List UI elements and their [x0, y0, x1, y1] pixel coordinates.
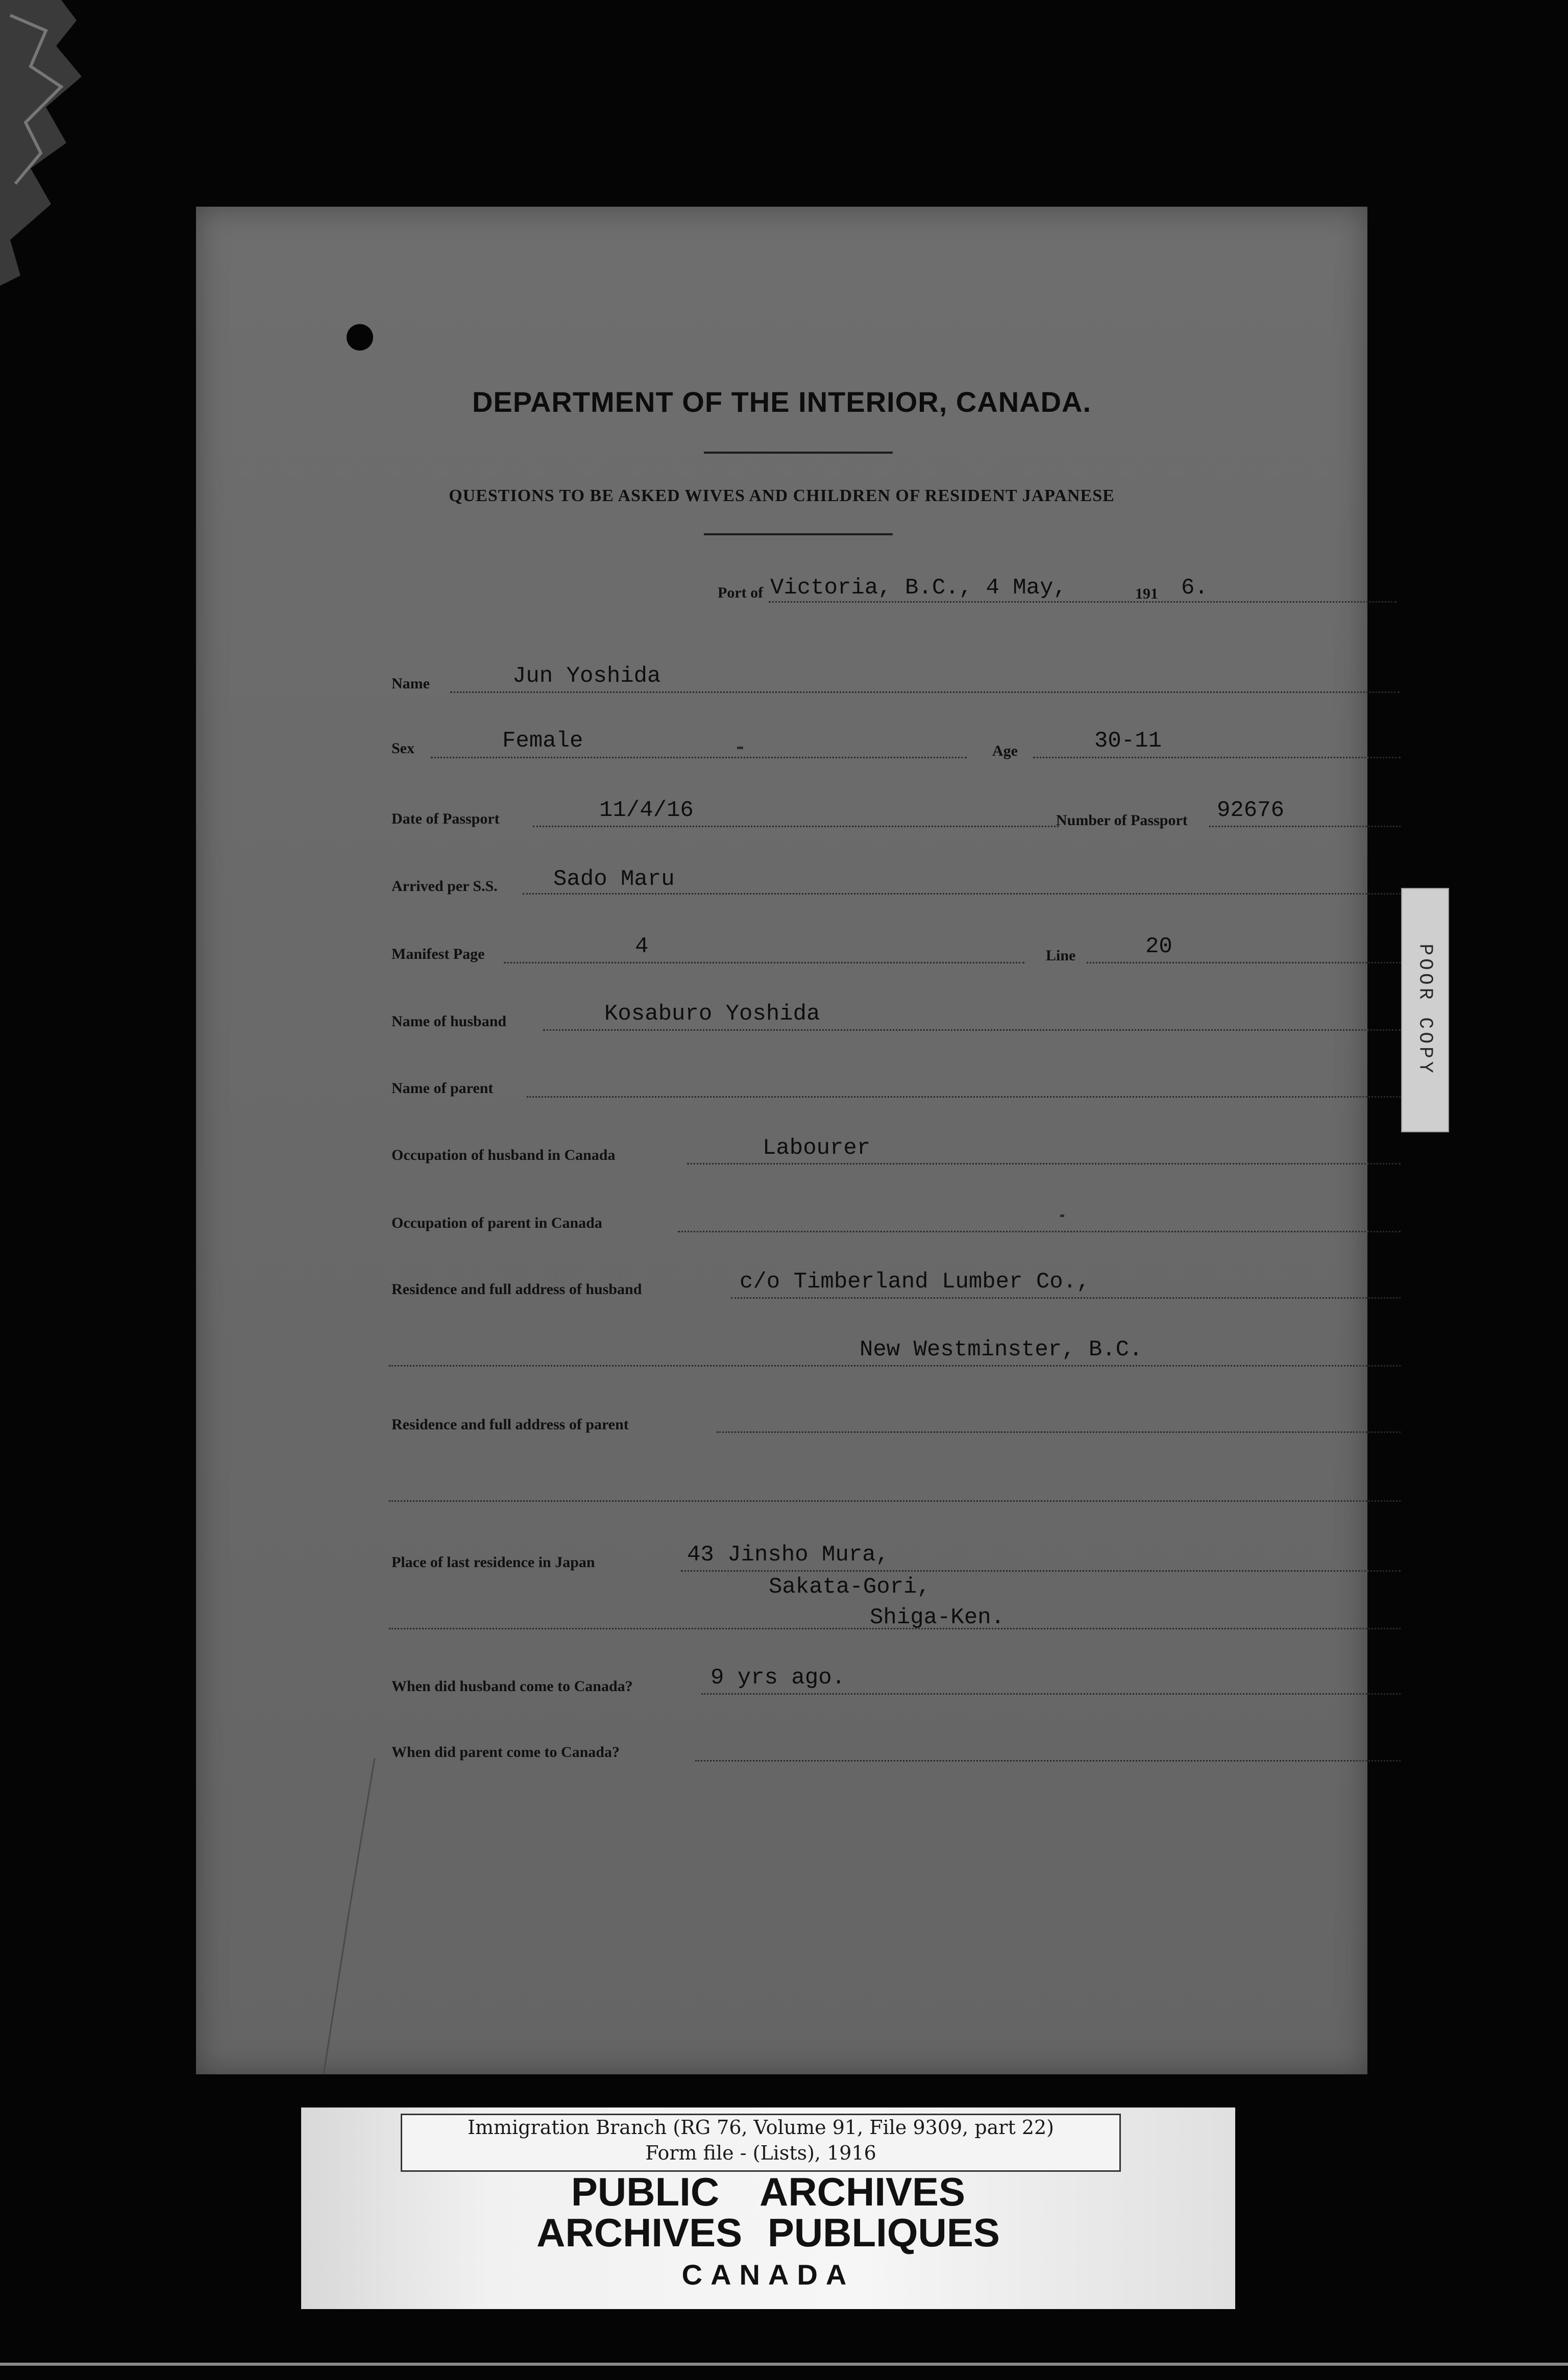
archive-stamp	[301, 2108, 1235, 2309]
arrived-per-label: Arrived per S.S.	[391, 878, 498, 895]
last-residence-japan-value-1: 43 Jinsho Mura,	[687, 1542, 890, 1568]
number-of-passport-label: Number of Passport	[1056, 812, 1188, 829]
name-of-husband-value: Kosaburo Yoshida	[604, 1001, 820, 1027]
port-label: Port of	[718, 584, 764, 601]
date-of-passport-line	[533, 826, 1059, 827]
occupation-parent-line	[678, 1231, 1401, 1232]
name-of-husband-label: Name of husband	[391, 1013, 507, 1030]
occupation-parent-label: Occupation of parent in Canada	[391, 1214, 602, 1231]
husband-came-value: 9 yrs ago.	[710, 1665, 846, 1691]
year-digit: 6.	[1181, 575, 1208, 601]
port-line	[769, 601, 1396, 603]
punch-hole	[347, 324, 373, 351]
residence-husband-value-1: c/o Timberland Lumber Co.,	[740, 1269, 1090, 1295]
last-residence-japan-label: Place of last residence in Japan	[391, 1554, 595, 1571]
arrived-per-value: Sado Maru	[553, 866, 675, 892]
husband-came-label: When did husband come to Canada?	[391, 1678, 633, 1695]
number-of-passport-line	[1209, 826, 1401, 827]
film-edge	[0, 2363, 1568, 2366]
residence-husband-line-2	[389, 1365, 1401, 1367]
occupation-husband-label: Occupation of husband in Canada	[391, 1147, 616, 1163]
residence-husband-value-2: New Westminster, B.C.	[860, 1337, 1143, 1362]
arrived-per-line	[523, 893, 1401, 895]
sex-value: Female	[502, 728, 583, 754]
date-of-passport-value: 11/4/16	[599, 798, 694, 823]
name-of-parent-label: Name of parent	[391, 1080, 494, 1097]
stray-mark	[1060, 1214, 1064, 1217]
name-label: Name	[391, 675, 430, 692]
last-residence-japan-value-3: Shiga-Ken.	[870, 1605, 1005, 1630]
archive-reference-line-1: Immigration Branch (RG 76, Volume 91, File 9309, part 22)	[467, 2116, 1055, 2139]
poor-copy-stamp	[1401, 888, 1449, 1132]
residence-parent-line-2	[389, 1500, 1401, 1502]
stray-mark	[737, 747, 743, 749]
last-residence-japan-value-2: Sakata-Gori,	[769, 1574, 930, 1600]
manifest-page-line	[504, 962, 1024, 963]
line-label: Line	[1046, 947, 1076, 964]
parent-came-label: When did parent come to Canada?	[391, 1744, 620, 1761]
subtitle-rule	[704, 533, 893, 535]
title-rule	[704, 452, 893, 454]
archives-publiques-label: ARCHIVES PUBLIQUES	[536, 2210, 1000, 2255]
residence-parent-line-1	[717, 1431, 1401, 1433]
occupation-husband-value: Labourer	[763, 1135, 871, 1161]
name-line	[450, 691, 1400, 693]
line-value: 20	[1145, 934, 1172, 959]
poor-copy-text: POOR COPY	[1414, 944, 1436, 1076]
age-line	[1033, 757, 1401, 758]
public-archives-label: PUBLIC ARCHIVES	[571, 2169, 966, 2214]
archive-reference-box	[401, 2114, 1121, 2172]
form-subtitle: QUESTIONS TO BE ASKED WIVES AND CHILDREN OF RESIDENT JAPANESE	[449, 486, 1115, 505]
occupation-husband-line	[687, 1163, 1401, 1164]
form-paper	[196, 207, 1367, 2074]
husband-came-line	[701, 1693, 1401, 1695]
torn-corner-debris	[0, 0, 92, 286]
name-value: Jun Yoshida	[512, 663, 661, 689]
residence-husband-label: Residence and full address of husband	[391, 1281, 642, 1298]
sex-label: Sex	[391, 740, 414, 757]
sex-line	[431, 757, 967, 758]
age-label: Age	[992, 742, 1018, 759]
age-value: 30-11	[1094, 728, 1162, 754]
line-line	[1087, 962, 1401, 963]
name-of-husband-line	[543, 1029, 1401, 1031]
date-of-passport-label: Date of Passport	[391, 810, 500, 827]
canada-label: CANADA	[681, 2259, 855, 2291]
archive-reference-line-2: Form file - (Lists), 1916	[645, 2142, 876, 2164]
manifest-page-label: Manifest Page	[391, 946, 485, 962]
name-of-parent-line	[527, 1096, 1401, 1098]
residence-parent-label: Residence and full address of parent	[391, 1416, 629, 1433]
last-residence-japan-line	[681, 1570, 1401, 1572]
residence-husband-line-1	[731, 1297, 1401, 1299]
port-value: Victoria, B.C., 4 May,	[770, 575, 1067, 601]
parent-came-line	[695, 1760, 1401, 1762]
manifest-page-value: 4	[635, 934, 649, 959]
form-title: DEPARTMENT OF THE INTERIOR, CANADA.	[472, 386, 1092, 418]
year-prefix: 191	[1135, 585, 1158, 602]
number-of-passport-value: 92676	[1217, 798, 1285, 823]
paper-scratch	[318, 1758, 380, 2074]
